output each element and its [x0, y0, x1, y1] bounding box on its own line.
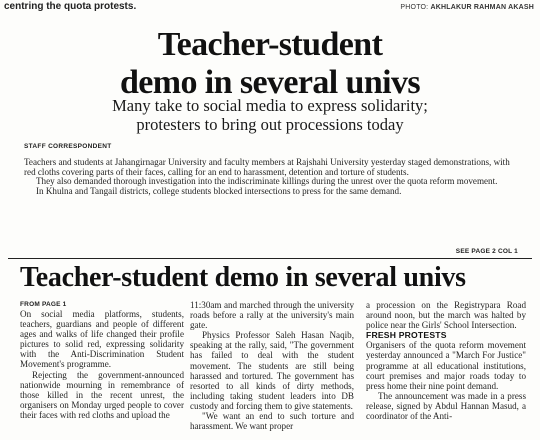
photo-credit [400, 4, 534, 11]
subheadline-line-2: protesters to bring out processions today [136, 115, 404, 134]
subheadline [0, 96, 540, 134]
photo-credit-label: PHOTO: [400, 4, 429, 11]
subheadline-line-1: Many take to social media to express solidarity; [112, 96, 428, 115]
main-headline-line-1: Teacher-student [157, 26, 383, 63]
fresh-protests-subhead: FRESH PROTESTS [366, 330, 447, 341]
photo-caption-tail: centring the quota protests. [4, 1, 137, 12]
lead-story-body [24, 158, 520, 197]
main-headline-line-2: demo in several univs [119, 64, 421, 101]
lead-paragraph-1: Teachers and students at Jahangirnagar University and faculty members at Rajshahi University yesterday staged demonstrations, with red cloths covering parts of their faces, calling for an end to harassment, detention and torture of students. [24, 157, 510, 177]
continuation-headline: Teacher-student demo in several univs [20, 262, 466, 293]
lead-paragraph-3: In Khulna and Tangail districts, college students blocked intersections to press for the same demand. [36, 186, 402, 197]
byline: STAFF CORRESPONDENT [24, 143, 112, 150]
lead-paragraph-2: They also demanded thorough investigation into the indiscriminate killings during the unrest over the quota reform movement. [36, 176, 498, 187]
column-1-paragraph-2: Rejecting the government-announced nationwide mourning in remembrance of those killed in the recent unrest, the organisers on Monday urged people to cover their faces with red cloths and upload the [20, 369, 184, 420]
column-3-lead-paragraph: a procession on the Registrypara Road around noon, but the march was halted by police near the Girls' School Intersection. [366, 300, 526, 331]
jump-reference: SEE PAGE 2 COL 1 [455, 248, 518, 255]
column-1-paragraph-1: On social media platforms, students, teachers, guardians and people of different ages and walks of life changed their profile pictures to solid red, expressing solidarity with the Anti-Discrimination Student Movement's programme. [20, 309, 184, 370]
photo-credit-name: AKHLAKUR RAHMAN AKASH [430, 4, 534, 11]
column-2-paragraph-2: Physics Professor Saleh Hasan Naqib, speaking at the rally, said, "The government has failed to deal with the student movement. The students are still being harassed and tortured. The government has resorted to all kinds of dirty methods, including taking student leaders into DB custody and forcing them to give statements. [190, 330, 354, 411]
from-page-label: FROM PAGE 1 [20, 301, 67, 308]
continuation-column-2 [190, 300, 354, 431]
section-divider [8, 258, 532, 259]
main-headline [0, 26, 540, 102]
column-3-paragraph-2: The announcement was made in a press release, signed by Abdul Hannan Masud, a coordinator of the Anti- [366, 390, 526, 422]
column-3-paragraph-1: Organisers of the quota reform movement yesterday announced a "March For Justice" programme at all educational institutions, court premises and major roads today to press home their nine point demand. [366, 340, 526, 391]
continuation-column-3 [366, 300, 526, 421]
column-2-paragraph-1: 11:30am and marched through the university roads before a rally at the university's main gate. [190, 300, 354, 331]
top-strip [0, 0, 540, 18]
continuation-column-1 [20, 300, 184, 420]
column-2-paragraph-3: "We want an end to such torture and harassment. We want proper [190, 411, 354, 432]
